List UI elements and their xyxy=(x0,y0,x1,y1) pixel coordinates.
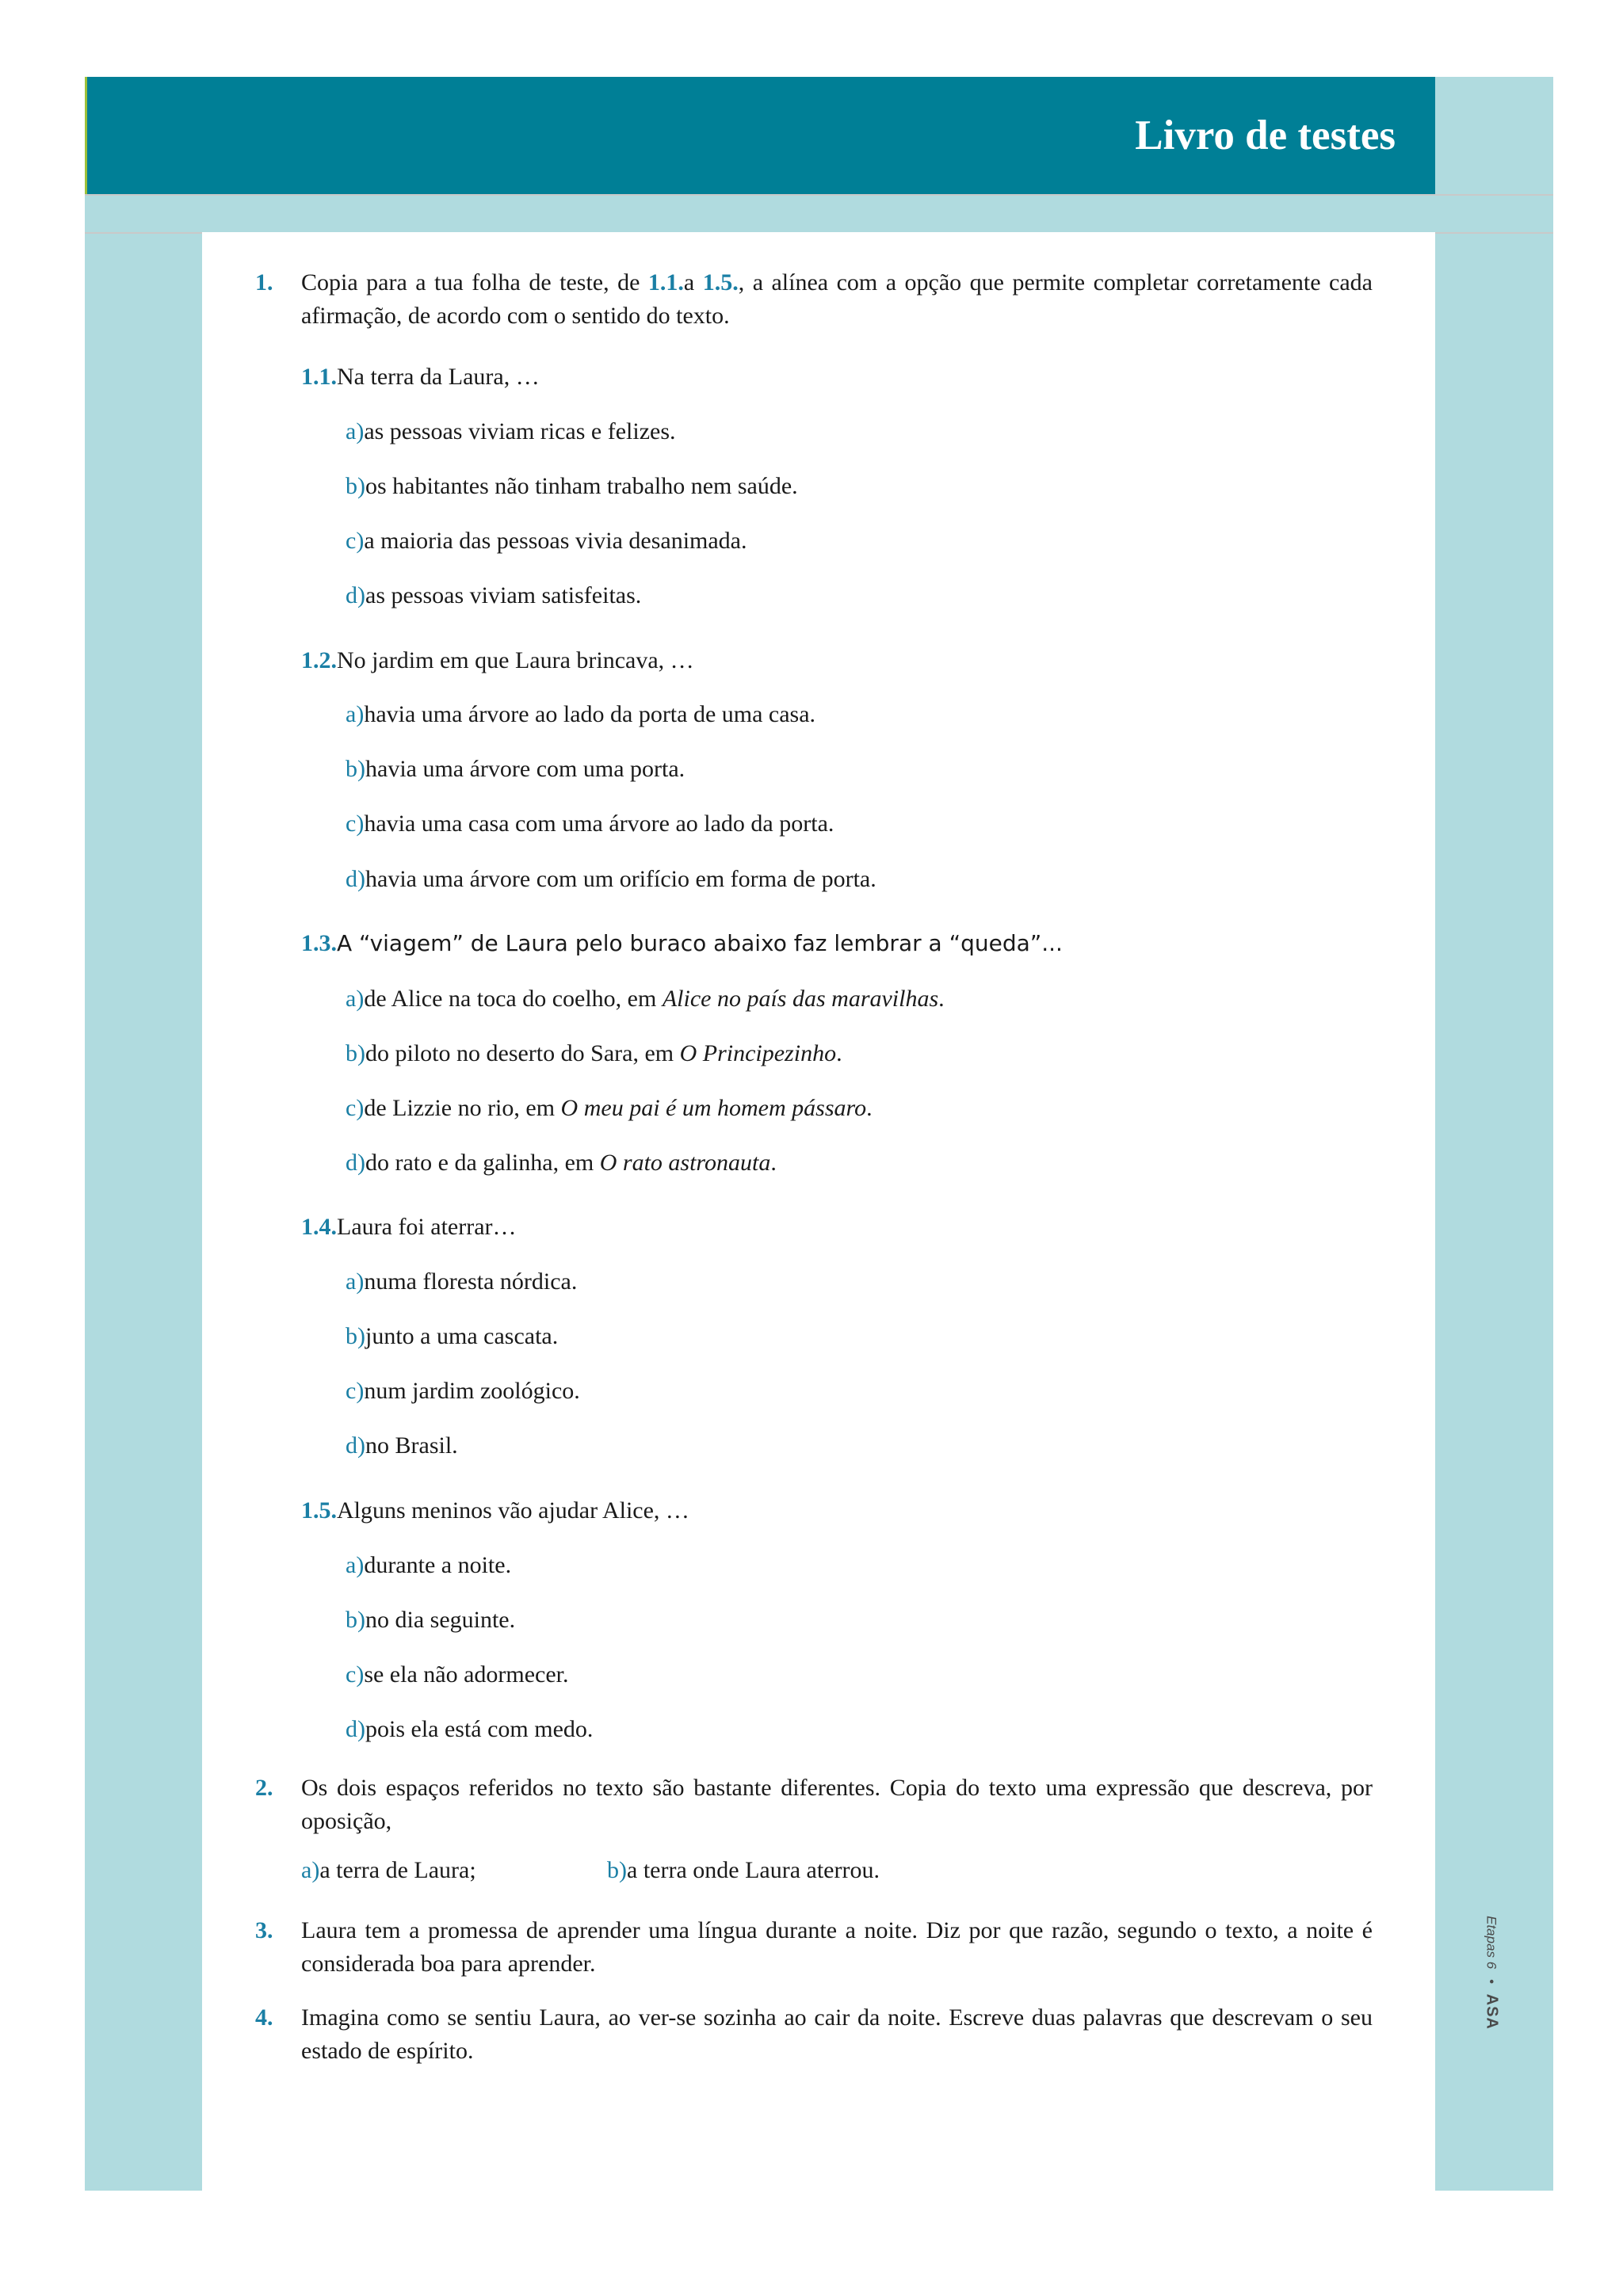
option-text: as pessoas viviam satisfeitas. xyxy=(365,582,642,608)
subquestion-number: 1.1. xyxy=(301,364,337,390)
option-text: no dia seguinte. xyxy=(365,1607,516,1633)
separator: • xyxy=(1484,1978,1499,1984)
option-text: os habitantes não tinham trabalho nem saúde. xyxy=(365,473,798,499)
option-text-part: do rato e da galinha, em xyxy=(365,1150,600,1176)
divider-line xyxy=(85,194,1553,196)
subquestion-number: 1.4. xyxy=(301,1214,337,1240)
option-text: numa floresta nórdica. xyxy=(364,1268,578,1295)
book-title: O meu pai é um homem pássaro xyxy=(560,1095,867,1121)
question-number: 1. xyxy=(255,269,273,296)
option-text: junto a uma cascata. xyxy=(365,1323,559,1349)
book-title: O rato astronauta xyxy=(599,1150,771,1176)
option xyxy=(607,1854,880,1887)
option-letter: d) xyxy=(346,1150,365,1176)
option xyxy=(346,753,685,786)
option xyxy=(346,982,945,1016)
question-text xyxy=(301,266,1373,333)
book-title: Alice no país das maravilhas xyxy=(662,986,939,1012)
question-number: 2. xyxy=(255,1775,273,1801)
option-letter: c) xyxy=(346,810,365,837)
book-title: O Principezinho xyxy=(679,1040,837,1066)
question-text: Laura tem a promessa de aprender uma língua durante a noite. Diz por que razão, segundo o texto, a noite é considerada boa para aprender. xyxy=(301,1917,1373,1977)
subquestion xyxy=(301,644,694,677)
option xyxy=(346,1146,777,1180)
option-text-part: de Alice na toca do coelho, em xyxy=(364,986,663,1012)
option-letter: a) xyxy=(346,1268,365,1295)
option-letter: b) xyxy=(346,1323,365,1349)
option-letter: d) xyxy=(346,1432,365,1459)
option-letter: c) xyxy=(346,1095,365,1121)
option-text xyxy=(365,1150,777,1176)
option-text: a maioria das pessoas vivia desanimada. xyxy=(364,528,747,554)
option-text: havia uma árvore ao lado da porta de uma casa. xyxy=(364,701,816,727)
option-text-part: . xyxy=(836,1040,842,1066)
option-letter: c) xyxy=(346,1378,365,1404)
option-text: havia uma árvore com uma porta. xyxy=(365,756,685,782)
option-letter: b) xyxy=(346,1607,365,1633)
option xyxy=(346,1549,511,1582)
page-title: Livro de testes xyxy=(1135,113,1396,158)
option xyxy=(346,579,641,612)
subquestion-stem: No jardim em que Laura brincava, … xyxy=(337,647,694,673)
option xyxy=(346,470,798,503)
option-text-part: de Lizzie no rio, em xyxy=(364,1095,561,1121)
item-reference: 1.5. xyxy=(702,269,739,296)
item-reference: 1.1. xyxy=(647,269,684,296)
option-text: havia uma árvore com um orifício em forma de porta. xyxy=(365,866,876,892)
option-letter: a) xyxy=(346,701,365,727)
option-text xyxy=(364,1095,872,1121)
subquestion xyxy=(301,360,540,394)
subquestion xyxy=(301,1494,689,1527)
question-number: 4. xyxy=(255,2004,273,2031)
option-letter: d) xyxy=(346,582,365,608)
option xyxy=(346,1265,577,1299)
option-letter: b) xyxy=(346,756,365,782)
subquestion-number: 1.5. xyxy=(301,1497,337,1524)
series-name: Etapas 6 xyxy=(1484,1916,1499,1970)
option xyxy=(346,1604,515,1637)
header-bar xyxy=(85,77,1435,194)
option-text: a terra onde Laura aterrou. xyxy=(627,1857,880,1883)
option-text: se ela não adormecer. xyxy=(364,1661,569,1688)
option xyxy=(346,807,834,841)
option-text: no Brasil. xyxy=(365,1432,458,1459)
question-text: Imagina como se sentiu Laura, ao ver-se sozinha ao cair da noite. Escreve duas palavras que descrevam o seu estado de espírito. xyxy=(301,2004,1373,2064)
option-letter: c) xyxy=(346,1661,365,1688)
option-text xyxy=(364,986,944,1012)
subquestion-stem: Na terra da Laura, … xyxy=(337,364,540,390)
question-text-part: a xyxy=(683,269,703,296)
publisher-logo: ASA xyxy=(1483,1993,1501,2030)
question-text: Os dois espaços referidos no texto são bastante diferentes. Copia do texto uma expressão que descreva, por oposição, xyxy=(301,1775,1373,1834)
option-letter: d) xyxy=(346,866,365,892)
option xyxy=(346,1658,569,1691)
option-letter: a) xyxy=(346,986,365,1012)
option xyxy=(346,1092,873,1125)
option-text-part: do piloto no deserto do Sara, em xyxy=(365,1040,680,1066)
option xyxy=(346,1037,842,1070)
option-letter: b) xyxy=(607,1857,627,1883)
subquestion-stem: Alguns meninos vão ajudar Alice, … xyxy=(337,1497,689,1524)
option xyxy=(346,1713,593,1746)
option-letter: d) xyxy=(346,1716,365,1742)
option-text: havia uma casa com uma árvore ao lado da porta. xyxy=(364,810,834,837)
subquestion-stem: Laura foi aterrar… xyxy=(337,1214,517,1240)
subquestion-number: 1.3. xyxy=(301,930,337,956)
option-letter: a) xyxy=(346,418,365,444)
option xyxy=(301,1854,476,1887)
option-text-part: . xyxy=(770,1150,777,1176)
question-text-part: , a alínea com a opção que permite completar corretamente cada afirmação, de acordo com o sentido do texto. xyxy=(301,269,1373,329)
subquestion-stem: A “viagem” de Laura pelo buraco abaixo faz lembrar a “queda”... xyxy=(337,930,1063,956)
option-letter: b) xyxy=(346,1040,365,1066)
option xyxy=(346,1375,580,1408)
option xyxy=(346,1429,458,1463)
option xyxy=(346,1320,558,1353)
option xyxy=(346,863,876,896)
option-text-part: . xyxy=(866,1095,873,1121)
option-letter: b) xyxy=(346,473,365,499)
question-text-part: Copia para a tua folha de teste, de xyxy=(301,269,648,296)
option-text: pois ela está com medo. xyxy=(365,1716,594,1742)
option xyxy=(346,415,676,448)
option-text: num jardim zoológico. xyxy=(364,1378,580,1404)
option-text: a terra de Laura; xyxy=(319,1857,476,1883)
option xyxy=(346,698,815,731)
option xyxy=(346,524,747,558)
subquestion xyxy=(301,1211,517,1244)
question-number: 3. xyxy=(255,1917,273,1943)
option-letter: c) xyxy=(346,528,365,554)
option-letter: a) xyxy=(346,1552,365,1578)
side-credit xyxy=(1483,1916,1501,2030)
option-text-part: . xyxy=(938,986,945,1012)
option-letter: a) xyxy=(301,1857,320,1883)
option-text xyxy=(365,1040,842,1066)
subquestion-number: 1.2. xyxy=(301,647,337,673)
subquestion xyxy=(301,927,1063,960)
option-text: as pessoas viviam ricas e felizes. xyxy=(364,418,676,444)
option-text: durante a noite. xyxy=(364,1552,512,1578)
